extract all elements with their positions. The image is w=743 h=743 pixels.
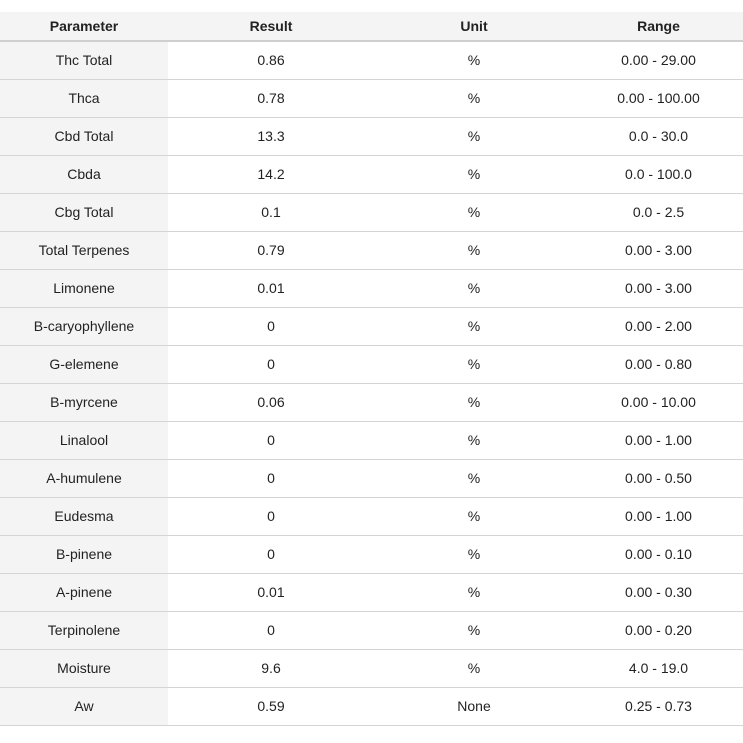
cell-parameter: Terpinolene: [0, 611, 168, 649]
cell-range: 0.0 - 2.5: [632, 204, 685, 220]
table-row: [0, 649, 743, 687]
cell-unit: %: [467, 242, 481, 258]
table-row: [0, 459, 743, 497]
table-row: [0, 231, 743, 269]
cell-parameter: Eudesma: [0, 497, 168, 535]
header-row: [0, 12, 743, 41]
cell-result: 0.59: [257, 698, 285, 714]
table-row: [0, 307, 743, 345]
cell-parameter: Thc Total: [0, 41, 168, 79]
table-row: [0, 269, 743, 307]
cell-unit: %: [467, 508, 481, 524]
cell-result: 0.1: [261, 204, 281, 220]
header-parameter: Parameter: [49, 18, 119, 34]
table-row: [0, 41, 743, 79]
cell-unit: %: [467, 622, 481, 638]
cell-parameter: B-caryophyllene: [0, 307, 168, 345]
header-range: Range: [637, 18, 680, 34]
cell-parameter: Aw: [0, 687, 168, 725]
cell-result: 0.06: [257, 394, 285, 410]
cell-range: 0.0 - 30.0: [628, 128, 689, 144]
cell-range: 0.00 - 0.50: [625, 470, 692, 486]
cell-unit: %: [467, 128, 481, 144]
table-row: [0, 611, 743, 649]
table-header: [0, 12, 743, 41]
cell-unit: %: [467, 52, 481, 69]
header-result: Result: [249, 18, 293, 34]
cell-unit: %: [467, 660, 481, 676]
table-row: [0, 193, 743, 231]
cell-range: 0.00 - 2.00: [625, 318, 692, 334]
cell-result: 0.78: [257, 90, 285, 106]
table-row: [0, 383, 743, 421]
table-row: [0, 535, 743, 573]
table-row: [0, 687, 743, 725]
cell-parameter: A-pinene: [0, 573, 168, 611]
cell-range: 0.00 - 3.00: [625, 242, 692, 258]
table-body: [0, 41, 743, 725]
cell-parameter: Cbg Total: [0, 193, 168, 231]
cell-result: 9.6: [261, 660, 281, 676]
cell-range: 0.00 - 29.00: [621, 52, 696, 69]
cell-unit: %: [467, 470, 481, 486]
cell-unit: %: [467, 356, 481, 372]
cell-result: 0: [267, 508, 275, 524]
cell-result: 0: [267, 470, 275, 486]
cell-result: 0: [267, 622, 275, 638]
table-row: [0, 79, 743, 117]
cell-result: 0.86: [257, 52, 285, 69]
header-unit: Unit: [460, 18, 488, 34]
cell-result: 0: [267, 546, 275, 562]
cell-range: 0.00 - 1.00: [625, 432, 692, 448]
cell-result: 0.01: [257, 584, 285, 600]
cell-parameter: G-elemene: [0, 345, 168, 383]
cell-parameter: B-pinene: [0, 535, 168, 573]
cell-parameter: Moisture: [0, 649, 168, 687]
cell-unit: %: [467, 584, 481, 600]
cell-range: 0.00 - 10.00: [621, 394, 696, 410]
cell-range: 0.00 - 0.20: [625, 622, 692, 638]
table-row: [0, 345, 743, 383]
cell-range: 0.0 - 100.0: [625, 166, 692, 182]
cell-unit: %: [467, 166, 481, 182]
cell-parameter: Total Terpenes: [0, 231, 168, 269]
cell-unit: %: [467, 318, 481, 334]
table-row: [0, 421, 743, 459]
cell-range: 0.25 - 0.73: [625, 698, 692, 714]
cell-range: 4.0 - 19.0: [628, 660, 689, 676]
cell-unit: %: [467, 394, 481, 410]
cell-result: 0: [267, 356, 275, 372]
cell-parameter: Thca: [0, 79, 168, 117]
cell-unit: None: [457, 698, 491, 714]
cell-range: 0.00 - 3.00: [625, 280, 692, 296]
table-row: [0, 497, 743, 535]
cell-parameter: Linalool: [0, 421, 168, 459]
cell-unit: %: [467, 546, 481, 562]
cell-range: 0.00 - 0.10: [625, 546, 692, 562]
cell-parameter: B-myrcene: [0, 383, 168, 421]
cell-unit: %: [467, 204, 481, 220]
cell-result: 0: [267, 318, 275, 334]
cell-parameter: Cbd Total: [0, 117, 168, 155]
cell-range: 0.00 - 100.00: [617, 90, 700, 106]
cell-result: 13.3: [257, 128, 285, 144]
cell-unit: %: [467, 90, 481, 106]
cell-range: 0.00 - 0.30: [625, 584, 692, 600]
cell-result: 14.2: [257, 166, 285, 182]
cell-parameter: Limonene: [0, 269, 168, 307]
results-table: [0, 12, 743, 726]
table-row: [0, 117, 743, 155]
cell-parameter: A-humulene: [0, 459, 168, 497]
cell-unit: %: [467, 280, 481, 296]
cell-parameter: Cbda: [0, 155, 168, 193]
cell-result: 0.79: [257, 242, 285, 258]
table-row: [0, 155, 743, 193]
cell-result: 0: [267, 432, 275, 448]
cell-range: 0.00 - 1.00: [625, 508, 692, 524]
cell-result: 0.01: [257, 280, 285, 296]
cell-range: 0.00 - 0.80: [625, 356, 692, 372]
table-row: [0, 573, 743, 611]
cell-unit: %: [467, 432, 481, 448]
